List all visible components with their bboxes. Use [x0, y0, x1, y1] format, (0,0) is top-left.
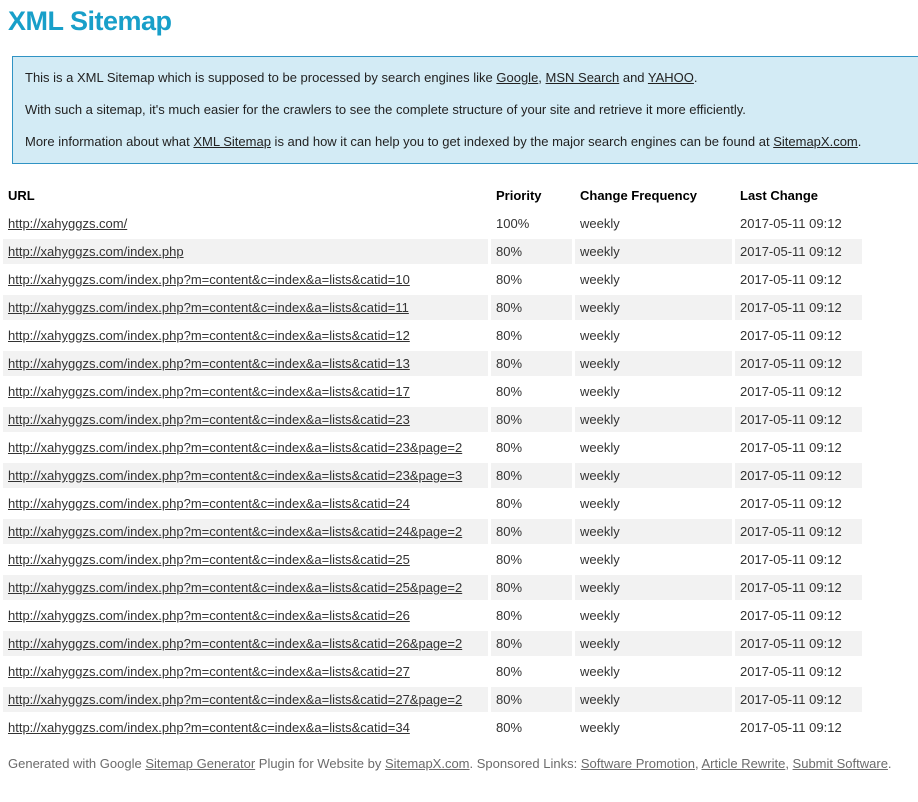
sitemap-url-link[interactable]: http://xahyggzs.com/index.php?m=content&c=index&a=lists&catid=23 [8, 412, 410, 427]
url-cell [3, 351, 488, 376]
sitemap-url-link[interactable]: http://xahyggzs.com/index.php?m=content&c=index&a=lists&catid=10 [8, 272, 410, 287]
table-row [3, 295, 862, 320]
last-change-cell: 2017-05-11 09:12 [740, 216, 842, 231]
url-cell [3, 603, 488, 628]
last-change-cell: 2017-05-11 09:12 [735, 295, 862, 320]
priority-cell: 80% [491, 239, 572, 264]
priority-cell: 80% [491, 407, 572, 432]
last-change-cell: 2017-05-11 09:12 [740, 496, 842, 511]
sitemap-generator-link[interactable]: Sitemap Generator [145, 756, 256, 771]
url-cell [3, 407, 488, 432]
change-frequency-cell: weekly [580, 440, 620, 455]
priority-cell: 100% [496, 216, 530, 231]
priority-cell: 80% [491, 351, 572, 376]
change-frequency-cell: weekly [575, 239, 732, 264]
column-header-url: URL [8, 188, 35, 203]
text-segment: , [538, 70, 546, 85]
last-change-cell: 2017-05-11 09:12 [735, 463, 862, 488]
last-change-cell: 2017-05-11 09:12 [735, 631, 862, 656]
priority-cell: 80% [496, 384, 523, 399]
table-row [3, 267, 862, 292]
page-title: XML Sitemap [8, 6, 172, 36]
software-promotion-link[interactable]: Software Promotion [580, 756, 695, 771]
priority-cell: 80% [491, 463, 572, 488]
sitemap-url-link[interactable]: http://xahyggzs.com/index.php?m=content&c=index&a=lists&catid=26&page=2 [8, 636, 463, 651]
table-row [3, 323, 862, 348]
sitemap-url-link[interactable]: http://xahyggzs.com/index.php?m=content&c=index&a=lists&catid=26 [8, 608, 410, 623]
table-row [3, 687, 862, 712]
footer-sitemapx-link[interactable]: SitemapX.com [384, 756, 470, 771]
column-header-last-change: Last Change [740, 188, 819, 203]
intro-paragraph-3 [25, 135, 918, 149]
sitemap-url-link[interactable]: http://xahyggzs.com/index.php?m=content&c=index&a=lists&catid=24 [8, 496, 410, 511]
priority-cell: 80% [496, 328, 523, 343]
url-cell [3, 463, 488, 488]
change-frequency-cell: weekly [575, 631, 732, 656]
table-row [3, 519, 862, 544]
text-segment: More information about what [25, 134, 194, 149]
change-frequency-cell: weekly [580, 664, 620, 679]
text-segment: . [857, 134, 862, 149]
table-row [3, 659, 862, 684]
sitemap-url-link[interactable]: http://xahyggzs.com/ [8, 216, 128, 231]
table-row [3, 631, 862, 656]
table-row [3, 211, 862, 236]
change-frequency-cell: weekly [580, 608, 620, 623]
change-frequency-cell: weekly [575, 351, 732, 376]
table-row [3, 435, 862, 460]
priority-cell: 80% [496, 664, 523, 679]
sitemap-url-link[interactable]: http://xahyggzs.com/index.php [8, 244, 184, 259]
url-cell [3, 715, 488, 740]
table-row [3, 379, 862, 404]
change-frequency-cell: weekly [575, 575, 732, 600]
msn-search-link[interactable]: MSN Search [545, 70, 620, 85]
sitemap-table [0, 180, 865, 743]
footer [8, 756, 910, 771]
sitemap-url-link[interactable]: http://xahyggzs.com/index.php?m=content&c=index&a=lists&catid=13 [8, 356, 410, 371]
change-frequency-cell: weekly [580, 720, 620, 735]
table-row [3, 715, 862, 740]
url-cell [3, 239, 488, 264]
sitemap-url-link[interactable]: http://xahyggzs.com/index.php?m=content&c=index&a=lists&catid=23&page=3 [8, 468, 463, 483]
priority-cell: 80% [496, 440, 523, 455]
last-change-cell: 2017-05-11 09:12 [740, 328, 842, 343]
intro-box [12, 56, 918, 164]
url-cell [3, 631, 488, 656]
intro-paragraph-1 [25, 71, 918, 85]
change-frequency-cell: weekly [580, 552, 620, 567]
change-frequency-cell: weekly [580, 496, 620, 511]
last-change-cell: 2017-05-11 09:12 [735, 575, 862, 600]
last-change-cell: 2017-05-11 09:12 [740, 272, 842, 287]
url-cell [3, 687, 488, 712]
url-cell [3, 659, 488, 684]
url-cell [3, 211, 488, 236]
last-change-cell: 2017-05-11 09:12 [740, 720, 842, 735]
priority-cell: 80% [491, 575, 572, 600]
google-link[interactable]: Google [496, 70, 539, 85]
submit-software-link[interactable]: Submit Software [792, 756, 888, 771]
last-change-cell: 2017-05-11 09:12 [735, 351, 862, 376]
sitemap-url-link[interactable]: http://xahyggzs.com/index.php?m=content&c=index&a=lists&catid=25 [8, 552, 410, 567]
xml-sitemap-info-link[interactable]: XML Sitemap [193, 134, 271, 149]
change-frequency-cell: weekly [575, 407, 732, 432]
sitemap-url-link[interactable]: http://xahyggzs.com/index.php?m=content&c=index&a=lists&catid=34 [8, 720, 410, 735]
table-header-row [3, 183, 862, 208]
change-frequency-cell: weekly [580, 328, 620, 343]
last-change-cell: 2017-05-11 09:12 [735, 239, 862, 264]
sitemap-url-link[interactable]: http://xahyggzs.com/index.php?m=content&c=index&a=lists&catid=17 [8, 384, 410, 399]
yahoo-link[interactable]: YAHOO [647, 70, 694, 85]
last-change-cell: 2017-05-11 09:12 [735, 519, 862, 544]
priority-cell: 80% [496, 720, 523, 735]
change-frequency-cell: weekly [575, 687, 732, 712]
text-segment: Generated with Google [8, 756, 146, 771]
url-cell [3, 323, 488, 348]
priority-cell: 80% [491, 519, 572, 544]
text-segment: . [693, 70, 698, 85]
change-frequency-cell: weekly [575, 519, 732, 544]
url-cell [3, 519, 488, 544]
priority-cell: 80% [491, 687, 572, 712]
text-segment: , [785, 756, 793, 771]
last-change-cell: 2017-05-11 09:12 [735, 407, 862, 432]
priority-cell: 80% [496, 552, 523, 567]
sitemapx-link[interactable]: SitemapX.com [773, 134, 858, 149]
change-frequency-cell: weekly [575, 295, 732, 320]
sitemap-url-link[interactable]: http://xahyggzs.com/index.php?m=content&c=index&a=lists&catid=11 [8, 300, 409, 315]
table-row [3, 351, 862, 376]
table-row [3, 463, 862, 488]
url-cell [3, 435, 488, 460]
table-row [3, 547, 862, 572]
sitemap-url-link[interactable]: http://xahyggzs.com/index.php?m=content&c=index&a=lists&catid=23&page=2 [8, 440, 463, 455]
priority-cell: 80% [496, 608, 523, 623]
sitemap-url-link[interactable]: http://xahyggzs.com/index.php?m=content&c=index&a=lists&catid=12 [8, 328, 410, 343]
text-segment: This is a XML Sitemap which is supposed to be processed by search engines like [25, 70, 497, 85]
sitemap-url-link[interactable]: http://xahyggzs.com/index.php?m=content&c=index&a=lists&catid=25&page=2 [8, 580, 463, 595]
text-segment: With such a sitemap, it's much easier for the crawlers to see the complete structure of your site and retrieve it more efficiently. [25, 102, 746, 117]
priority-cell: 80% [496, 272, 523, 287]
table-row [3, 603, 862, 628]
text-segment: Plugin for Website by [255, 756, 385, 771]
sitemap-url-link[interactable]: http://xahyggzs.com/index.php?m=content&c=index&a=lists&catid=27&page=2 [8, 692, 463, 707]
last-change-cell: 2017-05-11 09:12 [740, 552, 842, 567]
url-cell [3, 547, 488, 572]
last-change-cell: 2017-05-11 09:12 [740, 664, 842, 679]
priority-cell: 80% [496, 496, 523, 511]
table-row [3, 491, 862, 516]
url-cell [3, 491, 488, 516]
text-segment: . [887, 756, 892, 771]
last-change-cell: 2017-05-11 09:12 [740, 384, 842, 399]
last-change-cell: 2017-05-11 09:12 [735, 687, 862, 712]
change-frequency-cell: weekly [575, 463, 732, 488]
last-change-cell: 2017-05-11 09:12 [740, 608, 842, 623]
text-segment: , [695, 756, 702, 771]
url-cell [3, 575, 488, 600]
url-cell [3, 295, 488, 320]
column-header-change-frequency: Change Frequency [580, 188, 698, 203]
text-segment: and [619, 70, 648, 85]
table-row [3, 575, 862, 600]
change-frequency-cell: weekly [580, 272, 620, 287]
article-rewrite-link[interactable]: Article Rewrite [701, 756, 786, 771]
change-frequency-cell: weekly [580, 384, 620, 399]
sitemap-url-link[interactable]: http://xahyggzs.com/index.php?m=content&c=index&a=lists&catid=24&page=2 [8, 524, 463, 539]
table-row [3, 239, 862, 264]
url-cell [3, 379, 488, 404]
priority-cell: 80% [491, 295, 572, 320]
column-header-priority: Priority [496, 188, 542, 203]
sitemap-url-link[interactable]: http://xahyggzs.com/index.php?m=content&c=index&a=lists&catid=27 [8, 664, 410, 679]
url-cell [3, 267, 488, 292]
table-row [3, 407, 862, 432]
text-segment: . Sponsored Links: [469, 756, 581, 771]
priority-cell: 80% [491, 631, 572, 656]
change-frequency-cell: weekly [580, 216, 620, 231]
last-change-cell: 2017-05-11 09:12 [740, 440, 842, 455]
text-segment: is and how it can help you to get indexed by the major search engines can be found at [270, 134, 774, 149]
intro-paragraph-2 [25, 103, 918, 117]
